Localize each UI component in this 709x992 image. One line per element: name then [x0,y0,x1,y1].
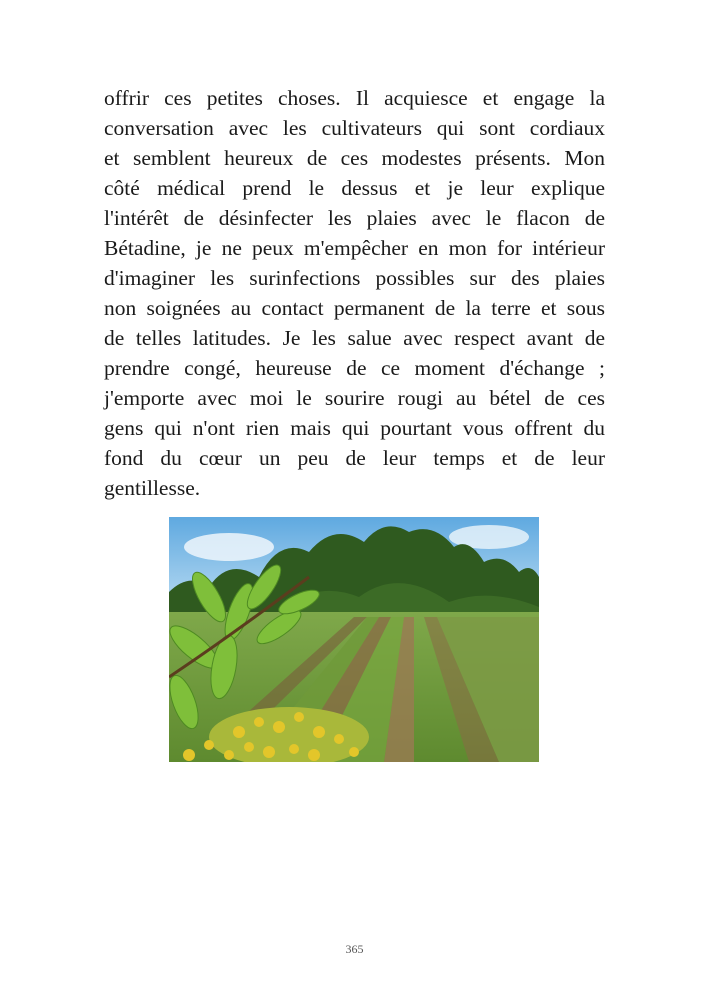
text-line: prendre congé, heureuse de ce moment d'échange ; [104,356,605,380]
text-line: conversation avec les cultivateurs qui sont cordiaux [104,116,605,140]
text-line: de telles latitudes. Je les salue avec respect avant de [104,326,605,350]
page-number: 365 [345,942,364,956]
text-line: côté médical prend le dessus et je leur explique [104,176,605,200]
text-line: gentillesse. [104,476,201,500]
field-photo [169,517,539,762]
text-line: gens qui n'ont rien mais qui pourtant vous offrent du [104,416,605,440]
text-line: j'emporte avec moi le sourire rougi au bétel de ces [104,386,605,410]
text-line: Bétadine, je ne peux m'empêcher en mon for intérieur [104,236,605,260]
text-line: fond du cœur un peu de leur temps et de leur [104,446,605,470]
text-line: et semblent heureux de ces modestes présents. Mon [104,146,605,170]
text-line: d'imaginer les surinfections possibles sur des plaies [104,266,605,290]
text-line: offrir ces petites choses. Il acquiesce et engage la [104,86,605,110]
text-line: l'intérêt de désinfecter les plaies avec le flacon de [104,206,605,230]
text-line: non soignées au contact permanent de la terre et sous [104,296,605,320]
body-text [104,83,605,503]
